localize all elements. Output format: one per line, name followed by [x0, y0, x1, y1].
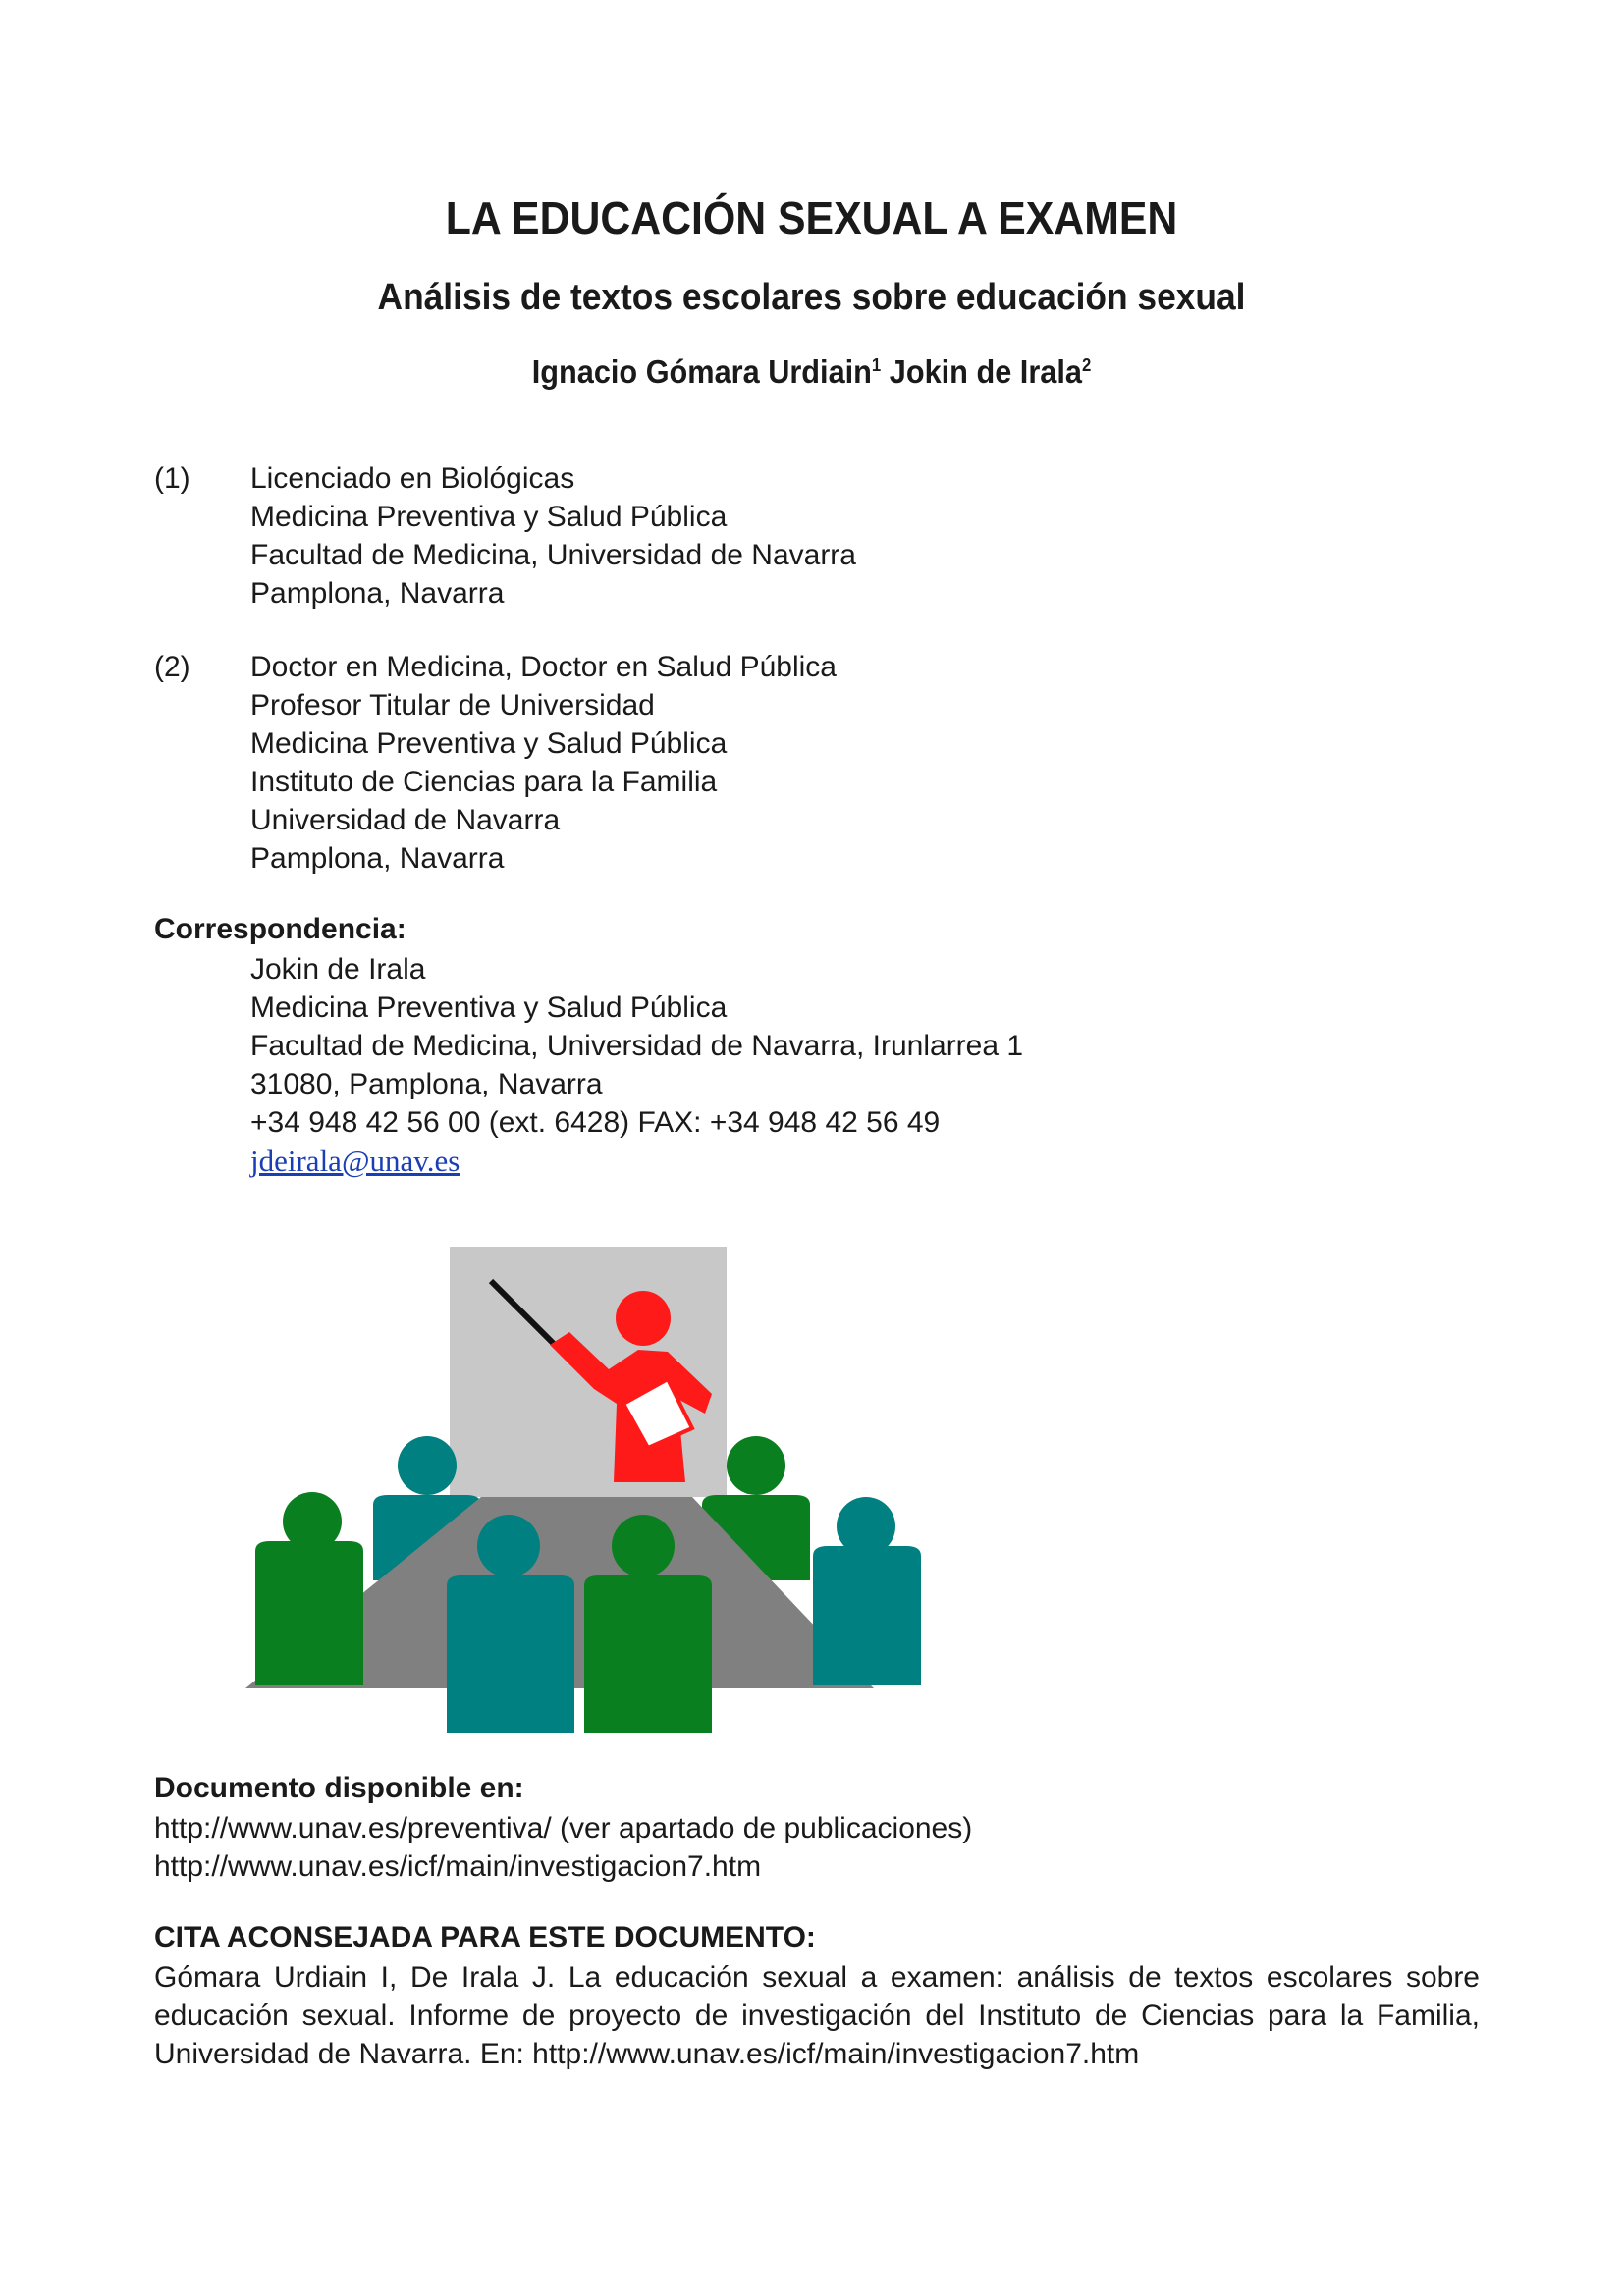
availability-heading: Documento disponible en:	[154, 1772, 524, 1804]
affiliation-line: Instituto de Ciencias para la Familia	[250, 766, 718, 798]
affiliation-line: Facultad de Medicina, Universidad de Navarra	[250, 539, 856, 571]
affiliation-line: Pamplona, Navarra	[250, 577, 505, 610]
email-link[interactable]: jdeirala@unav.es	[250, 1144, 460, 1178]
availability-url: http://www.unav.es/icf/main/investigacion7.htm	[154, 1850, 762, 1883]
correspondence-line: Jokin de Irala	[250, 953, 426, 986]
affiliation-line: Pamplona, Navarra	[250, 842, 505, 875]
correspondence-line: +34 948 42 56 00 (ext. 6428) FAX: +34 948 42 56 49	[250, 1106, 941, 1139]
availability-block	[154, 1809, 972, 1886]
correspondence-line: 31080, Pamplona, Navarra	[250, 1068, 603, 1100]
document-title: LA EDUCACIÓN SEXUAL A EXAMEN	[445, 192, 1178, 243]
author-2: Jokin de Irala	[889, 353, 1082, 390]
correspondence-line: Medicina Preventiva y Salud Pública	[250, 991, 728, 1024]
authors-line	[57, 353, 1566, 391]
affiliation-line: Medicina Preventiva y Salud Pública	[250, 501, 728, 533]
citation-heading: CITA ACONSEJADA PARA ESTE DOCUMENTO:	[154, 1921, 816, 1953]
correspondence-heading: Correspondencia:	[154, 913, 406, 945]
affiliation-number: (2)	[154, 651, 190, 683]
affiliation-line: Profesor Titular de Universidad	[250, 689, 655, 721]
author-2-marker: 2	[1081, 355, 1092, 375]
citation-text: Gómara Urdiain I, De Irala J. La educación sexual a examen: análisis de textos escolares sobre educación sexual. Informe de proyecto de investigación del Instituto de Ciencias para la Familia, Universidad de Navarra. En: http://www.unav.es/icf/main/investigacion7.htm	[154, 1961, 1480, 2070]
affiliation-line: Universidad de Navarra	[250, 804, 561, 836]
correspondence-block	[250, 950, 1023, 1180]
affiliation-line: Doctor en Medicina, Doctor en Salud Pública	[250, 651, 837, 683]
availability-url: http://www.unav.es/preventiva/ (ver apartado de publicaciones)	[154, 1812, 973, 1844]
classroom-presentation-icon	[245, 1242, 933, 1742]
author-1-marker: 1	[871, 355, 882, 375]
author-1: Ignacio Gómara Urdiain	[531, 353, 872, 390]
affiliation-number: (1)	[154, 462, 190, 495]
correspondence-line: Facultad de Medicina, Universidad de Navarra, Irunlarrea 1	[250, 1030, 1024, 1062]
document-subtitle: Análisis de textos escolares sobre educación sexual	[377, 277, 1246, 318]
affiliation-line: Licenciado en Biológicas	[250, 462, 575, 495]
affiliation-line: Medicina Preventiva y Salud Pública	[250, 727, 728, 760]
